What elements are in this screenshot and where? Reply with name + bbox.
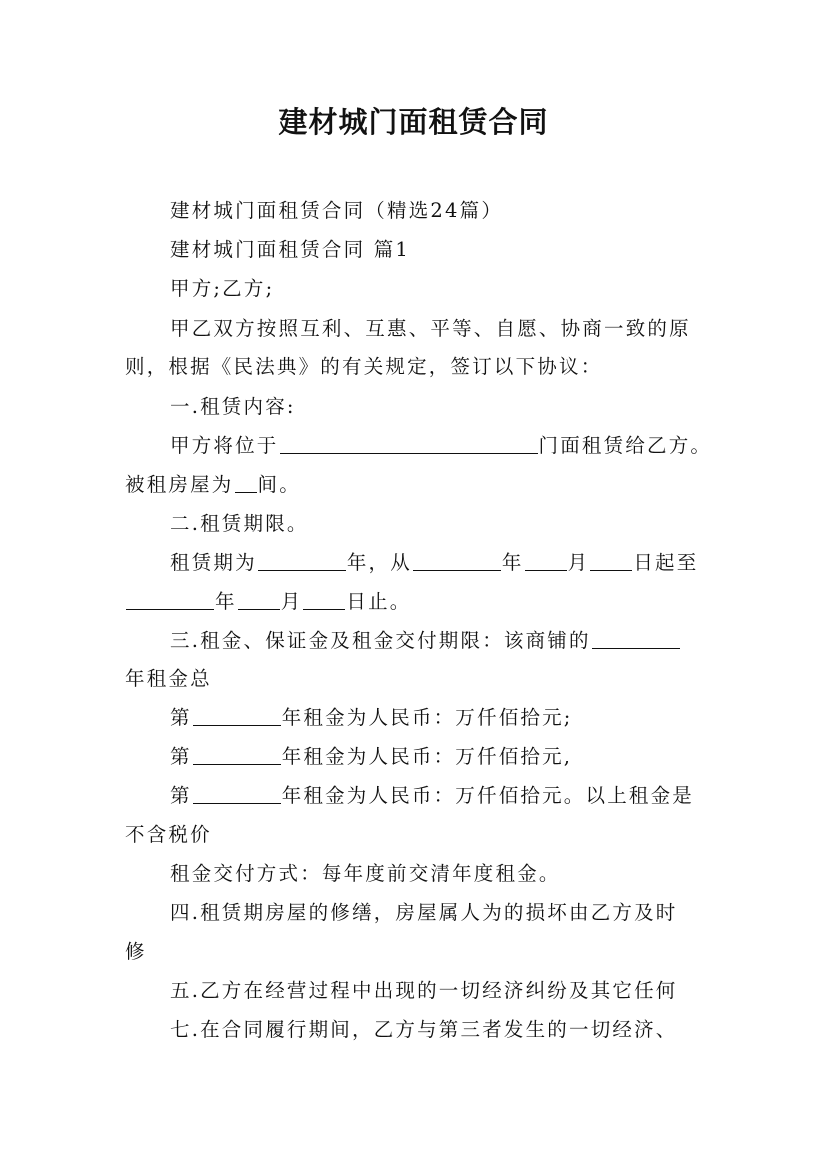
start-month-blank	[525, 550, 567, 571]
rent1-prefix: 第	[170, 706, 192, 729]
room-text-a: 被租房屋为	[125, 473, 234, 496]
term-text-a: 租赁期为	[170, 551, 257, 574]
clause2-line-1	[170, 550, 698, 576]
clause1-text-a: 甲方将位于	[170, 434, 279, 457]
clause3-line-2: 年租金总	[125, 667, 212, 690]
rent2-prefix: 第	[170, 745, 192, 768]
parties-line: 甲方;乙方;	[170, 277, 275, 300]
clause3-line-1	[170, 628, 681, 654]
clause1-heading: 一.租赁内容:	[170, 395, 296, 418]
end-day-blank	[303, 589, 345, 610]
term-text-c: 年	[501, 551, 524, 574]
term-text-d: 月	[567, 551, 590, 574]
start-year-blank	[413, 550, 501, 571]
end-text-b: 月	[280, 590, 303, 613]
rent-year-1	[170, 705, 573, 731]
rent3-text: 年租金为人民币：万仟佰拾元。以上租金是	[281, 784, 695, 807]
clause2-heading: 二.租赁期限。	[170, 512, 309, 535]
clause1-text-b: 门面租赁给乙方。	[538, 434, 713, 457]
rent3-year-blank	[193, 783, 281, 804]
rent-year-2	[170, 744, 572, 770]
intro-line-1: 甲乙双方按照互利、互惠、平等、自愿、协商一致的原	[170, 317, 691, 340]
clause1-line-1	[170, 433, 712, 459]
clause3-text: 三.租金、保证金及租金交付期限：该商铺的	[170, 629, 591, 652]
clause7-line: 七.在合同履行期间，乙方与第三者发生的一切经济、	[170, 1018, 678, 1041]
room-count-blank	[235, 472, 257, 493]
room-text-b: 间。	[257, 473, 301, 496]
clause4-line-2: 修	[125, 940, 147, 963]
start-day-blank	[590, 550, 632, 571]
term-years-blank	[258, 550, 346, 571]
rent1-text: 年租金为人民币：万仟佰拾元;	[281, 706, 573, 729]
clause2-line-2	[125, 589, 412, 615]
section-heading: 建材城门面租赁合同 篇1	[170, 238, 411, 261]
rent2-year-blank	[193, 744, 281, 765]
end-year-blank	[126, 589, 214, 610]
clause1-line-2	[125, 472, 301, 498]
rent-tax-note: 不含税价	[125, 823, 212, 846]
document-subtitle: 建材城门面租赁合同（精选24篇）	[170, 199, 504, 222]
rent3-prefix: 第	[170, 784, 192, 807]
term-text-e: 日起至	[633, 551, 699, 574]
shop-blank	[592, 628, 680, 649]
location-blank	[280, 433, 538, 454]
end-text-a: 年	[215, 590, 237, 613]
document-title: 建材城门面租赁合同	[278, 105, 549, 139]
intro-line-2: 则，根据《民法典》的有关规定，签订以下协议：	[125, 355, 603, 378]
term-text-b: 年，从	[346, 551, 412, 574]
end-text-c: 日止。	[346, 590, 412, 613]
rent2-text: 年租金为人民币：万仟佰拾元,	[281, 745, 573, 768]
clause4-line-1: 四.租赁期房屋的修缮，房屋属人为的损坏由乙方及时	[170, 901, 678, 924]
rent-year-3	[170, 783, 694, 809]
rent1-year-blank	[193, 705, 281, 726]
end-month-blank	[238, 589, 280, 610]
payment-method: 租金交付方式：每年度前交清年度租金。	[170, 862, 561, 885]
clause5-line: 五.乙方在经营过程中出现的一切经济纠纷及其它任何	[170, 979, 678, 1002]
